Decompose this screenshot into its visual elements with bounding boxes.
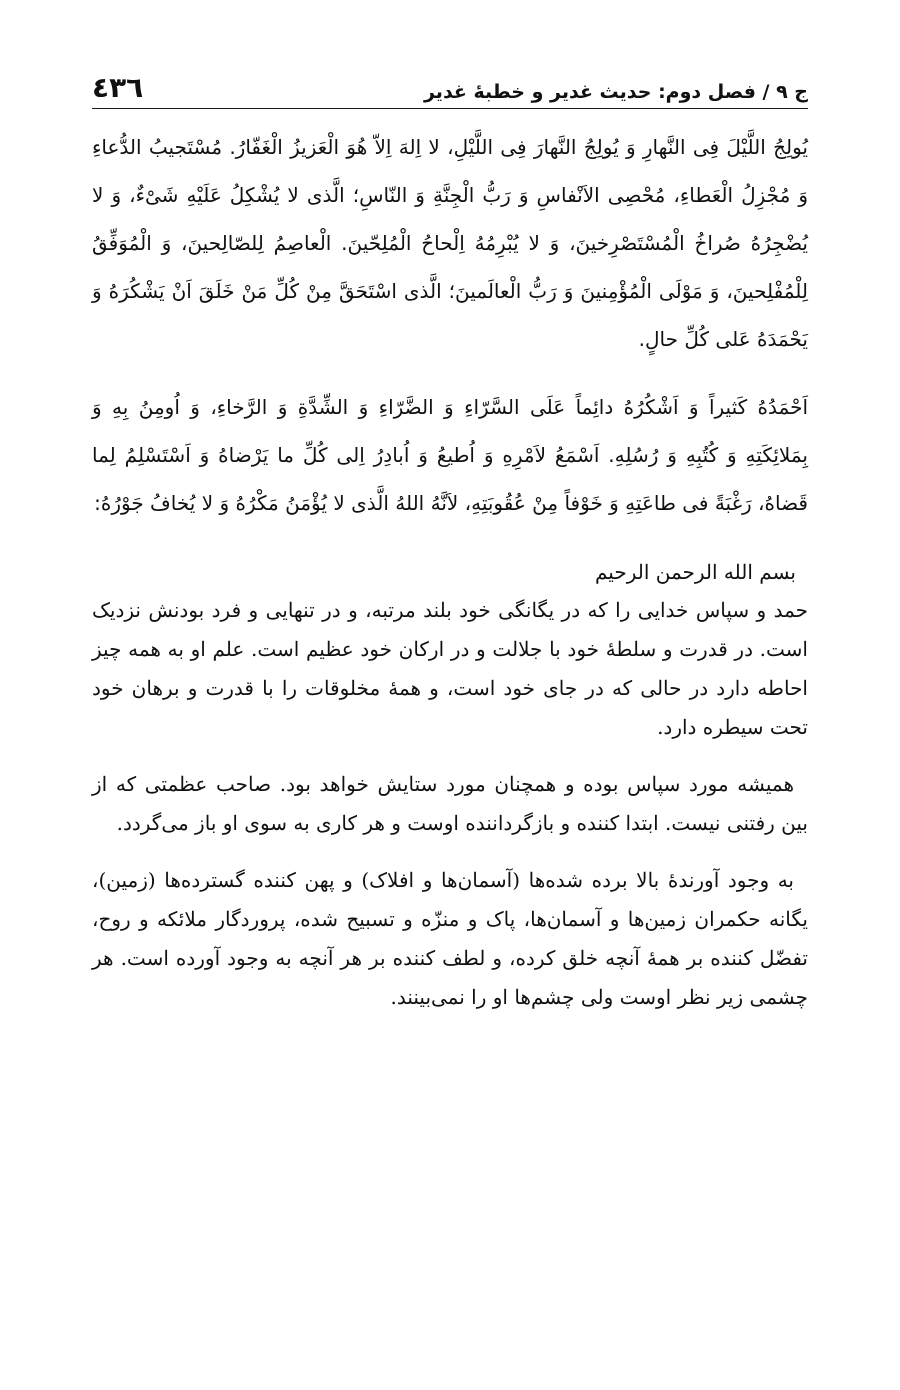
arabic-paragraph-1: يُولِجُ اللَّيْلَ فِى النَّهارِ وَ يُولِجُ النَّهارَ فِى اللَّيْلِ، لا اِلهَ اِلاّ هُوَ الْعَزيزُ الْغَفّارُ. مُسْتَجيبُ الدُّعاءِ وَ مُجْزِلُ الْعَطاءِ، مُحْصِى الاَنْفاسِ وَ رَبُّ الْجِنَّةِ وَ النّاسِ؛ الَّذى لا يُشْكِلُ عَلَيْهِ شَىْءٌ، وَ لا يُضْجِرُهُ صُراخُ الْمُسْتَصْرِخينَ، وَ لا يُبْرِمُهُ اِلْحاحُ الْمُلِحّينَ. الْعاصِمُ لِلصّالِحينَ، وَ الْمُوَفِّقُ لِلْمُفْلِحينَ، وَ مَوْلَى الْمُؤْمِنينَ وَ رَبُّ الْعالَمينَ؛ الَّذى اسْتَحَقَّ مِنْ كُلِّ مَنْ خَلَقَ اَنْ يَشْكُرَهُ وَ يَحْمَدَهُ عَلى كُلِّ حالٍ. — [92, 135, 808, 351]
persian-paragraph-3: به وجود آورندهٔ بالا برده شده‌ها (آسمان‌ها و افلاک) و پهن کننده گسترده‌ها (زمین)، یگانه حکمران زمین‌ها و آسمان‌ها، پاک و منزّه و تسبیح شده، پروردگار ملائکه و روح، تفضّل کننده بر همهٔ آنچه خلق کرده، و لطف کننده بر هر آنچه به وجود آورده است. هر چشمی زیر نظر اوست ولی چشم‌ها او را نمی‌بینند. — [92, 868, 808, 1009]
arabic-sermon-text — [92, 123, 808, 527]
page-number: ٤٣٦ — [92, 71, 144, 104]
persian-translation — [92, 553, 808, 1017]
running-title: ج ۹ / فصل دوم: حدیث غدیر و خطبهٔ غدیر — [423, 81, 808, 103]
persian-paragraph-2: همیشه مورد سپاس بوده و همچنان مورد ستایش خواهد بود. صاحب عظمتی که از بین رفتنی نیست. ابتدا کننده و بازگرداننده اوست و هر کاری به سوی او باز می‌گردد. — [92, 772, 808, 835]
basmala: بسم الله الرحمن الرحيم — [594, 560, 796, 584]
persian-paragraph-1: حمد و سپاس خدایی را که در یگانگی خود بلند مرتبه، و در تنهایی و فرد بودنش نزدیک است. در قدرت و سلطهٔ خود با جلالت و در ارکان خود عظیم است. علم او به همه چیز احاطه دارد در حالی که در جای خود است، و همهٔ مخلوقات را با قدرت و برهان خود تحت سیطره دارد. — [92, 598, 808, 739]
arabic-paragraph-2: اَحْمَدُهُ كَثيراً وَ اَشْكُرُهُ دائِماً عَلَى السَّرّاءِ وَ الضَّرّاءِ وَ الشِّدَّةِ وَ الرَّخاءِ، وَ اُومِنُ بِهِ وَ بِمَلائِكَتِهِ وَ كُتُبِهِ وَ رُسُلِهِ. اَسْمَعُ لاَمْرِهِ وَ اُطيعُ وَ اُبادِرُ اِلى كُلِّ ما يَرْضاهُ وَ اَسْتَسْلِمُ لِما قَضاهُ، رَغْبَةً فى طاعَتِهِ وَ خَوْفاً مِنْ عُقُوبَتِهِ، لاَنَّهُ اللهُ الَّذى لا يُؤْمَنُ مَكْرُهُ وَ لا يُخافُ جَوْرُهُ: — [92, 395, 808, 515]
running-header — [92, 62, 808, 109]
book-page — [92, 62, 808, 1017]
